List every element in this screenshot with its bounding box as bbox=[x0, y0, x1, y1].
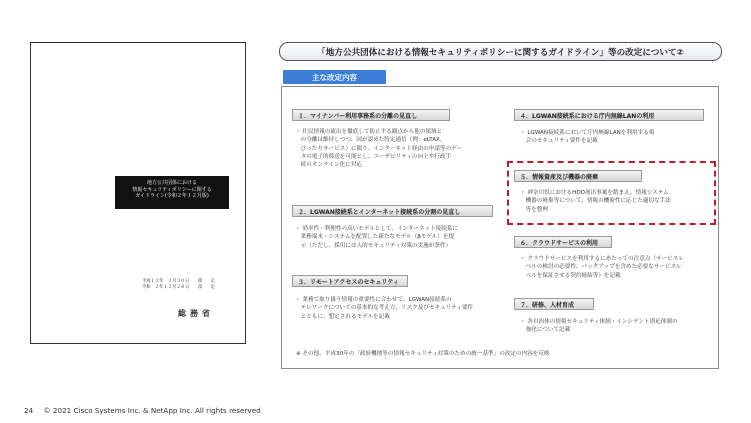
section-4-body bbox=[520, 129, 654, 146]
section-line: ・ LGWAN接続系において庁内無線LANを利用する場 bbox=[520, 130, 655, 136]
section-line: 示（ただし、採用には人的セキュリティ対策の実施が条件） bbox=[295, 242, 452, 249]
section-line: の分離は維持しつつ、国が認めた特定通信（例：eLTAX、 bbox=[295, 137, 446, 144]
section-line: 強化について記載 bbox=[520, 327, 571, 334]
section-line: ・ 効率性・利便性の高いモデルとして、インターネット接続系に bbox=[295, 226, 459, 232]
section-5-body bbox=[520, 189, 671, 214]
main-revisions-tab: 主な改定内容 bbox=[283, 70, 386, 84]
cover-title-block bbox=[115, 176, 229, 209]
cover-ministry: 総務省 bbox=[178, 309, 214, 318]
cover-title-line: ガイドライン(令和２年１２月版) bbox=[135, 193, 209, 199]
section-2-body bbox=[295, 225, 458, 250]
section-6-heading: ６．クラウドサービスの利用 bbox=[514, 236, 612, 248]
section-line: ・ 住民情報の流出を徹底して防止する観点から他の領域と bbox=[295, 129, 443, 135]
page-footer bbox=[24, 406, 261, 415]
section-line: ・ 神奈川県におけるHDD流出事案を踏まえ、情報システム bbox=[520, 190, 669, 196]
section-4-heading: ４．LGWAN接続系における庁内無線LANの利用 bbox=[514, 109, 704, 121]
slide-footnote: ※ その他、平成30年の「政府機関等の情報セキュリティ対策のための統一基準」の改定の内容を反映 bbox=[296, 351, 550, 357]
page-number: 24 bbox=[24, 406, 34, 415]
section-3-heading: ３．リモートアクセスのセキュリティ bbox=[292, 275, 408, 287]
section-line: ・ クラウドサービスを利用するにあたっての注意点（サービスレ bbox=[520, 256, 684, 262]
cover-date-line: 平成１３年 ３月３０日 策 定 bbox=[142, 279, 216, 284]
section-line: 合のセキュリティ要件を記載 bbox=[520, 138, 598, 145]
slide-title: 「地方公共団体における情報セキュリティポリシーに関するガイドライン」等の改定について② bbox=[279, 42, 722, 61]
cover-title-line: 情報セキュリティポリシーに関する bbox=[132, 186, 212, 193]
section-line: 機器の廃棄等について、情報の機密性に応じた適切な手法 bbox=[520, 198, 671, 205]
section-7-heading: ７．研修、人材育成 bbox=[514, 298, 594, 310]
section-6-body bbox=[520, 255, 684, 280]
section-line: ベルの検討の必要性、バックアップを含めた必要なサービスレ bbox=[520, 264, 682, 271]
section-line: ベルを保証させる契約締結等）を記載 bbox=[520, 272, 621, 279]
section-line: ぴったりサービス）に限り、インターネット経由の申請等のデー bbox=[295, 145, 463, 152]
section-line: テレワークについての基本的な考え方、リスク及びセキュリティ要件 bbox=[295, 305, 474, 312]
section-5-heading: ５．情報資産及び機器の廃棄 bbox=[514, 170, 642, 182]
section-3-body bbox=[295, 296, 473, 321]
section-line: ・ 各自治体の情報セキュリティ体制・インシデント即応体制の bbox=[520, 319, 678, 325]
section-line: とともに、想定されるモデルを記載 bbox=[295, 313, 390, 320]
section-line: 続のオンライン化に対応 bbox=[295, 162, 362, 169]
section-line: ・ 業務で取り扱う情報の重要性に合わせて、LGWAN接続系の bbox=[295, 297, 452, 303]
section-line: 業務端末・システムを配置した新たなモデル（βモデル）を提 bbox=[295, 234, 455, 241]
section-1-body bbox=[295, 128, 462, 169]
section-line: 等を整理 bbox=[520, 206, 548, 213]
section-line: タの電子的移送を可能とし、ユーザビリティの向上や行政手 bbox=[295, 153, 452, 160]
section-1-heading: １．マイナンバー利用事務系の分離の見直し bbox=[292, 109, 450, 121]
section-2-heading: ２．LGWAN接続系とインターネット接続系の分割の見直し bbox=[292, 205, 493, 217]
cover-date-line: 令和 ２年１２月２８日 改 定 bbox=[142, 285, 216, 290]
section-7-body bbox=[520, 318, 678, 335]
cover-title-line: 地方公共団体における bbox=[146, 180, 197, 186]
cover-dates bbox=[142, 279, 215, 291]
copyright-text: © 2021 Cisco Systems Inc. & NetApp Inc. All rights reserved bbox=[43, 406, 261, 415]
